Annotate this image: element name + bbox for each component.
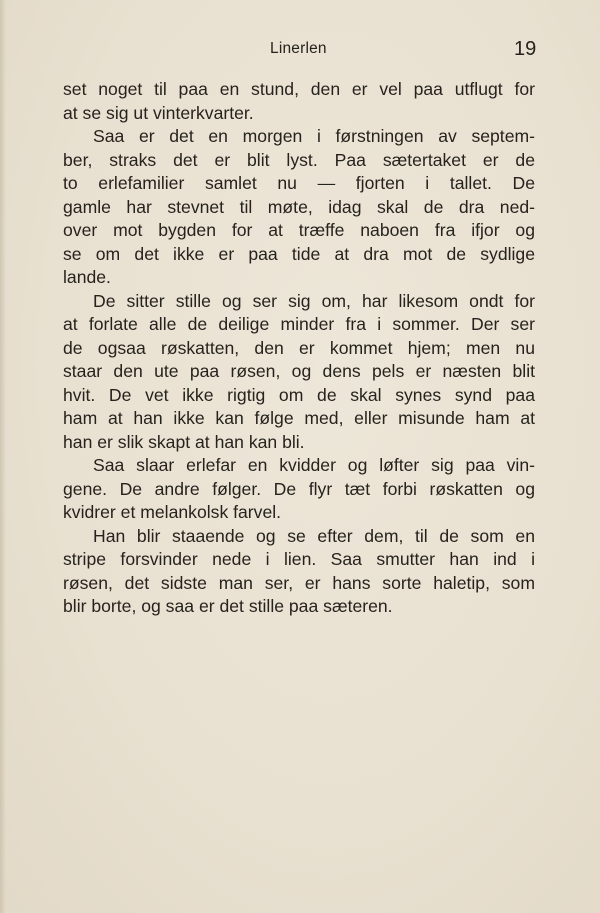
running-title: Linerlen <box>270 40 327 57</box>
text-line: lande. <box>63 267 111 287</box>
text-line: ham at han ikke kan følge med, eller misunde ham at <box>63 408 535 428</box>
text-line: de ogsaa røskatten, den er kommet hjem; men nu <box>63 337 535 358</box>
text-line: at forlate alle de deilige minder fra i sommer. Der ser <box>63 314 535 334</box>
text-line: stripe forsvinder nede i lien. Saa smutter han ind i <box>63 549 535 569</box>
text-line: set noget til paa en stund, den er vel paa utflugt for <box>63 79 535 99</box>
text-line: blir borte, og saa er det stille paa sæteren. <box>63 596 393 616</box>
text-line: to erlefamilier samlet nu — fjorten i tallet. De <box>63 173 535 193</box>
text-line: se om det ikke er paa tide at dra mot de sydlige <box>63 243 535 264</box>
text-line: Saa slaar erlefar en kvidder og løfter sig paa vin- <box>93 455 535 475</box>
text-line: han er slik skapt at han kan bli. <box>63 431 305 452</box>
page-gutter-shadow <box>0 0 6 913</box>
text-line: Saa er det en morgen i førstningen av septem- <box>93 126 535 146</box>
page-number: 19 <box>514 38 537 60</box>
text-line: hvit. De vet ikke rigtig om de skal synes synd paa <box>63 384 535 405</box>
text-line: staar den ute paa røsen, og dens pels er næsten blit <box>63 361 535 381</box>
text-line: over mot bygden for at træffe naboen fra ifjor og <box>63 220 535 240</box>
text-line: røsen, det sidste man ser, er hans sorte haletip, som <box>63 572 535 593</box>
text-line: kvidrer et melankolsk farvel. <box>63 502 282 522</box>
text-line: gamle har stevnet til møte, idag skal de dra ned- <box>63 196 535 217</box>
text-line: De sitter stille og ser sig om, har likesom ondt for <box>93 290 535 311</box>
text-line: Han blir staaende og se efter dem, til de som en <box>93 525 535 546</box>
running-header <box>0 38 600 64</box>
text-line: ber, straks det er blit lyst. Paa sætertaket er de <box>63 149 535 170</box>
body-text <box>63 78 535 619</box>
text-line: at se sig ut vinterkvarter. <box>63 102 254 123</box>
text-line: gene. De andre følger. De flyr tæt forbi røskatten og <box>63 478 535 499</box>
